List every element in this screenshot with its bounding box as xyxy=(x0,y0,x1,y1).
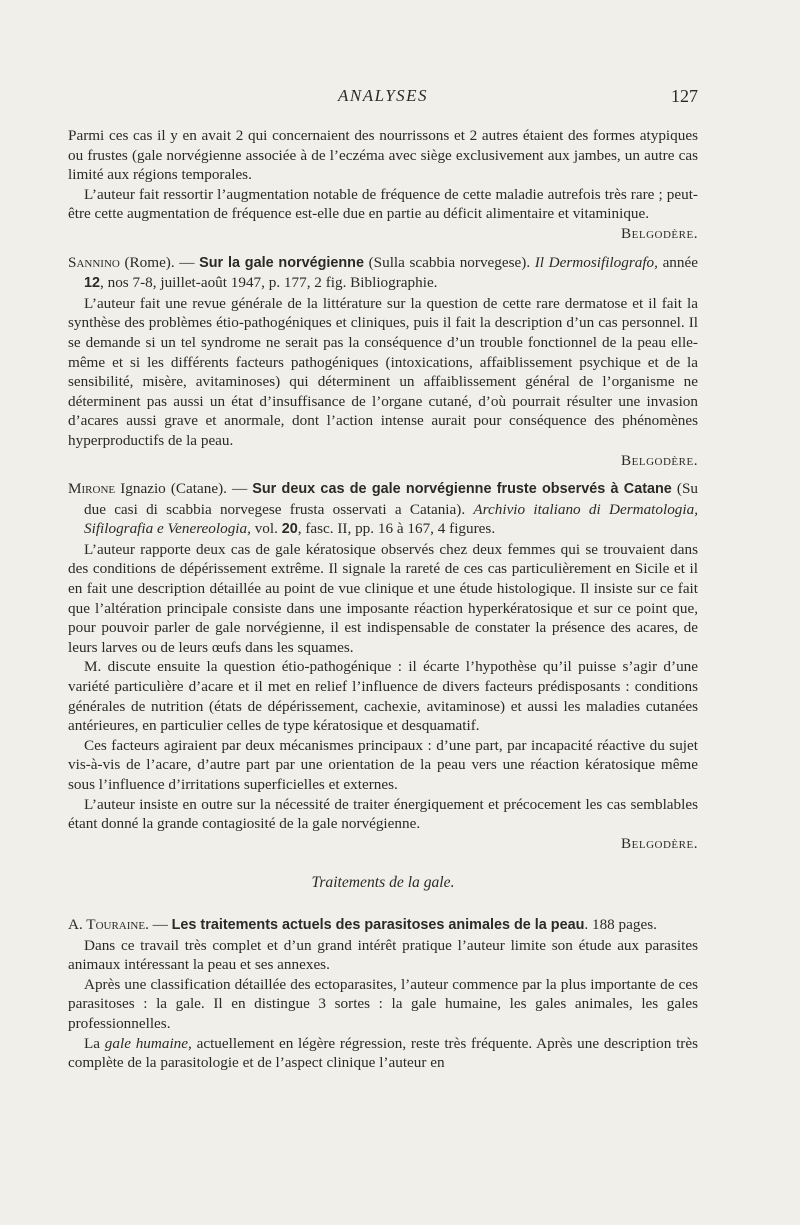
entry-2-author-rest: Ignazio (Catane). — xyxy=(115,480,253,498)
entry-2-volume: 20 xyxy=(281,521,298,538)
running-title: ANALYSES xyxy=(337,86,429,105)
entry-3-paragraph-3 xyxy=(68,1034,698,1073)
article-body xyxy=(68,126,698,1073)
entry-2-citation xyxy=(68,479,698,540)
entry-1-journal: Il Dermosifilografo, xyxy=(534,253,658,271)
entry-2-journal: Archivio italiano di Dermatologia, Sifilografia e Venereologia, xyxy=(84,500,698,538)
entry-3-p3-pre: La xyxy=(84,1034,105,1052)
entry-3-paragraph-2: Après une classification détaillée des ectoparasites, l’auteur commence par la plus importante de ces parasitoses : la gale. Il en distingue 3 sortes : la gale humaine, les gales animales, les gales professionnelles. xyxy=(68,975,698,1032)
entry-1-citation xyxy=(68,253,698,294)
page-number: 127 xyxy=(671,86,698,106)
entry-2-details-post: , fasc. II, pp. 16 à 167, 4 figures. xyxy=(297,520,496,538)
entry-2-author: Mirone xyxy=(68,480,116,498)
intro-paragraph-2: L’auteur fait ressortir l’augmentation notable de fréquence de cette maladie autrefois très rare ; peut-être cette augmentation de fréquence est-elle due en partie au déficit alimentaire et vitaminique. xyxy=(68,185,698,223)
running-header xyxy=(68,86,698,110)
entry-2-paragraph-2: M. discute ensuite la question étio-pathogénique : il écarte l’hypothèse qu’il puisse s’agir d’une variété particulière d’acare et il met en relief l’influence de divers facteurs prédisposants : conditions générales de nutrition (états de dépérissement, cachexie, avitaminose) et aussi les maladies cutanées antérieures, en particulier celles de type kératosique et desquamatif. xyxy=(68,658,698,735)
intro-paragraph-1: Parmi ces cas il y en avait 2 qui concernaient des nourrissons et 2 autres étaient des formes atypiques ou frustes (gale norvégienne associée à de l’eczéma avec siège exclusivement aux jambes, un autre cas limité aux régions temporales. xyxy=(68,127,698,184)
entry-3-title: Les traitements actuels des parasitoses animales de la peau xyxy=(171,916,585,933)
entry-1-original-title: (Sulla scabbia norvegese). xyxy=(363,253,535,271)
entry-3-separator: . — xyxy=(145,915,172,933)
entry-3-p3-italic: gale humaine xyxy=(104,1034,189,1052)
entry-1-signature: Belgodère. xyxy=(621,451,698,469)
section-heading: Traitements de la gale. xyxy=(311,874,455,892)
entry-2-original-title: (Su due casi di scabbia norvegese frusta osservati a Catania). xyxy=(84,480,698,518)
entry-2-paragraph-3: Ces facteurs agiraient par deux mécanismes principaux : d’une part, par incapacité réactive du sujet vis-à-vis de l’acare, d’autre part par une orientation de la peau vers une réaction kératosique même sous l’influence d’irritations superficielles et externes. xyxy=(68,736,698,793)
entry-3-p3-post: , actuellement en légère régression, reste très fréquente. Après une description très complète de la parasitologie et de l’aspect clinique l’auteur en xyxy=(68,1034,699,1072)
entry-1-year: 12 xyxy=(84,275,101,292)
entry-2-details-pre: vol. xyxy=(250,520,282,538)
entry-1-details-post: , nos 7-8, juillet-août 1947, p. 177, 2 fig. Bibliographie. xyxy=(100,274,438,292)
entry-1-city: (Rome). — xyxy=(119,253,200,271)
entry-2-paragraph-1: L’auteur rapporte deux cas de gale kératosique observés chez deux femmes qui se trouvaient dans des conditions de dépérissement extrême. Il signale la rareté de ces cas particulièrement en Sicile et il en fait une description détaillée au point de vue clinique et une étude histologique. Il insiste sur ce fait que l’altération principale consiste dans une imposante réaction hyperkératosique et sur ce point que, pour pouvoir parler de gale norvégienne, il est indispensable de constater la présence des acares, de leurs larves ou de leurs œufs dans les squames. xyxy=(68,540,698,656)
entry-3-author: A. Touraine xyxy=(68,915,146,933)
entry-2-title: Sur deux cas de gale norvégienne fruste observés à Catane xyxy=(252,481,672,498)
entry-3-pages: . 188 pages. xyxy=(584,915,657,933)
intro-signature: Belgodère. xyxy=(621,224,698,242)
entry-1-details-pre: année xyxy=(657,253,698,271)
entry-1-author: Sannino xyxy=(68,253,120,271)
entry-1-body: L’auteur fait une revue générale de la littérature sur la question de cette rare dermatose et il fait la synthèse des problèmes étio-pathogéniques et cliniques, puis il fait la description d’un cas personnel. Il se demande si un tel syndrome ne serait pas la conséquence d’un trouble fonctionnel de la peau elle-même et si les différents facteurs pathogéniques (intoxications, affaiblissement psychique et de la sensibilité, misère, avitaminoses) qui déterminent un affaiblissement général de l’organisme ne déterminent pas aussi un état d’insuffisance de l’organe cutané, d’où pourrait résulter une invasion d’acares aussi grave et anormale, dont l’action intense aurait pour conséquence des phénomènes hyperproductifs de la peau. xyxy=(68,294,698,449)
entry-3-citation xyxy=(68,915,698,936)
entry-1-title: Sur la gale norvégienne xyxy=(199,254,364,271)
entry-2-paragraph-4: L’auteur insiste en outre sur la nécessité de traiter énergiquement et précocement les cas semblables étant donné la grande contagiosité de la gale norvégienne. xyxy=(68,795,698,833)
entry-3-paragraph-1: Dans ce travail très complet et d’un grand intérêt pratique l’auteur limite son étude aux parasites animaux intéressant la peau et ses annexes. xyxy=(68,936,698,974)
entry-2-signature: Belgodère. xyxy=(621,834,698,852)
